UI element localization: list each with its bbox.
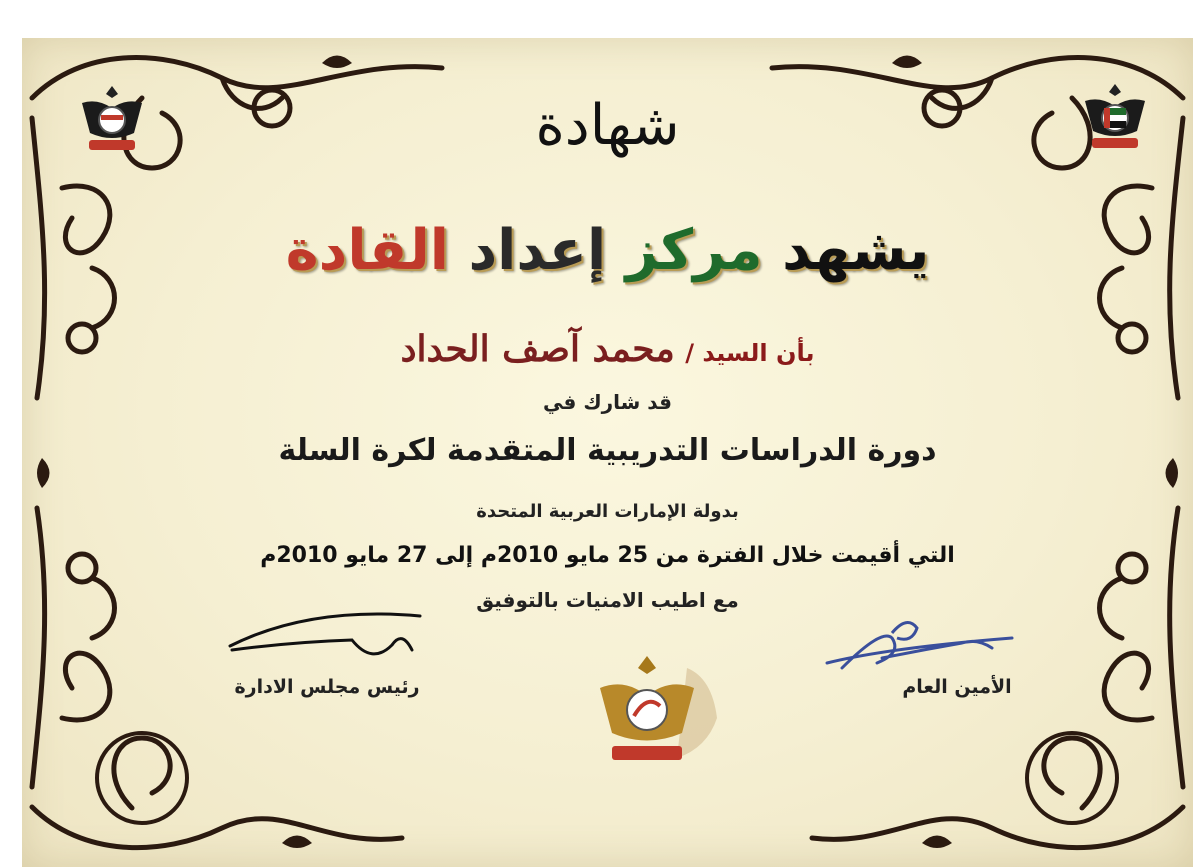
org-word-3: إعداد <box>468 218 607 283</box>
course-name: دورة الدراسات التدريبية المتقدمة لكرة السلة <box>278 433 937 468</box>
org-word-2: مركز <box>625 218 763 283</box>
country-line: بدولة الإمارات العربية المتحدة <box>476 501 739 522</box>
org-word-4: القادة <box>285 218 449 283</box>
falcon-emblem-icon <box>592 648 722 768</box>
participated-text: قد شارك في <box>543 390 672 414</box>
name-prefix: بأن السيد / <box>685 339 815 367</box>
certificate-paper <box>22 38 1193 867</box>
wishes-line: مع اطيب الامنيات بالتوفيق <box>476 588 739 612</box>
secretary-general-title: الأمين العام <box>902 676 1012 698</box>
organization-heading <box>22 218 1193 283</box>
period-line: التي أقيمت خلال الفترة من 25 مايو 2010م إلى 27 مايو 2010م <box>260 543 955 568</box>
chairman-title: رئيس مجلس الادارة <box>234 676 420 698</box>
certificate-title: شهادة <box>535 93 680 158</box>
right-signature <box>822 613 1022 683</box>
recipient-name: محمد آصف الحداد <box>400 328 675 370</box>
recipient-line <box>22 328 1193 370</box>
left-signature <box>222 608 442 678</box>
org-word-1: يشهد <box>782 218 930 283</box>
